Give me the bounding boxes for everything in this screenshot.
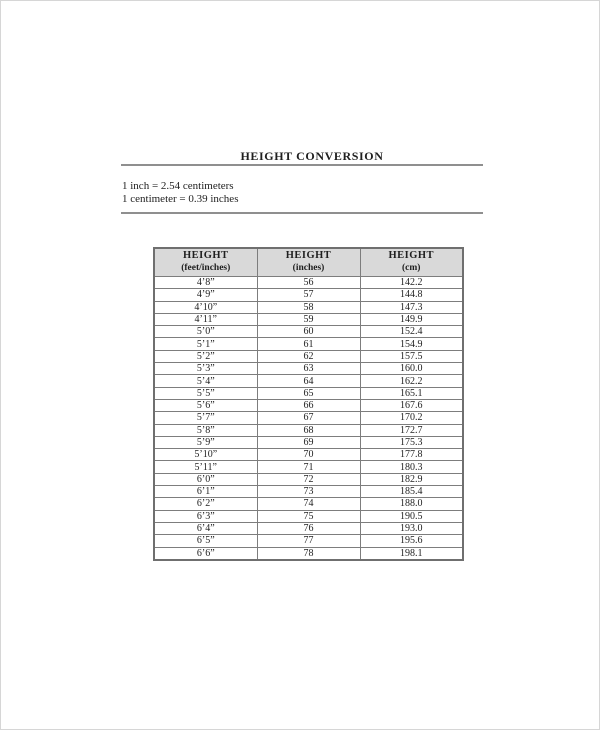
column-header-label: HEIGHT — [285, 250, 332, 261]
cell-inches: 68 — [257, 424, 360, 436]
column-header-sublabel: (feet/inches) — [181, 263, 231, 273]
table-header-row — [154, 248, 463, 277]
cell-feet-inches: 5’1” — [154, 338, 257, 350]
section-divider-rule — [121, 212, 483, 214]
column-header-sublabel: (inches) — [292, 263, 325, 273]
table-row — [154, 399, 463, 411]
table-row — [154, 473, 463, 485]
cell-inches: 66 — [257, 399, 360, 411]
cell-feet-inches: 4’11” — [154, 313, 257, 325]
cell-inches: 73 — [257, 486, 360, 498]
cell-feet-inches: 5’0” — [154, 326, 257, 338]
cell-cm: 182.9 — [360, 473, 463, 485]
title-underline-rule — [121, 164, 483, 166]
table-row — [154, 387, 463, 399]
cell-inches: 57 — [257, 289, 360, 301]
cell-cm: 157.5 — [360, 350, 463, 362]
conversion-note-cm-to-inch: 1 centimeter = 0.39 inches — [122, 193, 239, 205]
cell-inches: 60 — [257, 326, 360, 338]
cell-cm: 152.4 — [360, 326, 463, 338]
column-header-sublabel: (cm) — [402, 263, 421, 273]
cell-inches: 64 — [257, 375, 360, 387]
cell-feet-inches: 6’5” — [154, 535, 257, 547]
table-row — [154, 375, 463, 387]
cell-inches: 71 — [257, 461, 360, 473]
cell-feet-inches: 4’10” — [154, 301, 257, 313]
column-header-inches — [257, 248, 360, 277]
table-row — [154, 277, 463, 289]
cell-inches: 78 — [257, 547, 360, 560]
cell-feet-inches: 5’4” — [154, 375, 257, 387]
cell-inches: 67 — [257, 412, 360, 424]
cell-cm: 149.9 — [360, 313, 463, 325]
table-row — [154, 338, 463, 350]
cell-inches: 62 — [257, 350, 360, 362]
cell-cm: 165.1 — [360, 387, 463, 399]
cell-cm: 175.3 — [360, 436, 463, 448]
cell-cm: 154.9 — [360, 338, 463, 350]
table-row — [154, 313, 463, 325]
cell-cm: 185.4 — [360, 486, 463, 498]
table-row — [154, 535, 463, 547]
cell-cm: 172.7 — [360, 424, 463, 436]
cell-inches: 59 — [257, 313, 360, 325]
cell-inches: 75 — [257, 510, 360, 522]
table-row — [154, 436, 463, 448]
cell-feet-inches: 5’2” — [154, 350, 257, 362]
cell-feet-inches: 5’11” — [154, 461, 257, 473]
cell-feet-inches: 5’10” — [154, 449, 257, 461]
table-row — [154, 449, 463, 461]
cell-feet-inches: 6’0” — [154, 473, 257, 485]
column-header-label: HEIGHT — [182, 250, 229, 261]
cell-cm: 193.0 — [360, 522, 463, 534]
cell-cm: 180.3 — [360, 461, 463, 473]
table-row — [154, 522, 463, 534]
table-row — [154, 486, 463, 498]
cell-cm: 142.2 — [360, 277, 463, 289]
table-row — [154, 301, 463, 313]
cell-feet-inches: 5’5” — [154, 387, 257, 399]
height-conversion-table — [153, 247, 464, 561]
column-header-feet-inches — [154, 248, 257, 277]
cell-feet-inches: 5’3” — [154, 363, 257, 375]
conversion-notes — [122, 180, 238, 206]
table-row — [154, 510, 463, 522]
cell-inches: 56 — [257, 277, 360, 289]
cell-cm: 167.6 — [360, 399, 463, 411]
table-row — [154, 412, 463, 424]
cell-inches: 76 — [257, 522, 360, 534]
cell-cm: 188.0 — [360, 498, 463, 510]
cell-cm: 190.5 — [360, 510, 463, 522]
cell-inches: 58 — [257, 301, 360, 313]
table-row — [154, 547, 463, 560]
cell-inches: 70 — [257, 449, 360, 461]
cell-inches: 61 — [257, 338, 360, 350]
conversion-note-inch-to-cm: 1 inch = 2.54 centimeters — [122, 180, 234, 192]
column-header-cm — [360, 248, 463, 277]
cell-feet-inches: 6’6” — [154, 547, 257, 560]
table-row — [154, 363, 463, 375]
cell-inches: 63 — [257, 363, 360, 375]
page-title: HEIGHT CONVERSION — [240, 149, 384, 163]
cell-cm: 195.6 — [360, 535, 463, 547]
cell-feet-inches: 5’9” — [154, 436, 257, 448]
column-header-label: HEIGHT — [388, 250, 435, 261]
cell-feet-inches: 6’4” — [154, 522, 257, 534]
table-row — [154, 461, 463, 473]
cell-cm: 147.3 — [360, 301, 463, 313]
cell-inches: 65 — [257, 387, 360, 399]
cell-feet-inches: 6’2” — [154, 498, 257, 510]
cell-inches: 72 — [257, 473, 360, 485]
table-row — [154, 350, 463, 362]
conversion-table-body — [154, 277, 463, 560]
cell-feet-inches: 4’9” — [154, 289, 257, 301]
cell-inches: 74 — [257, 498, 360, 510]
cell-inches: 77 — [257, 535, 360, 547]
cell-cm: 144.8 — [360, 289, 463, 301]
cell-inches: 69 — [257, 436, 360, 448]
cell-feet-inches: 5’6” — [154, 399, 257, 411]
table-header — [154, 248, 463, 277]
cell-feet-inches: 5’7” — [154, 412, 257, 424]
cell-feet-inches: 5’8” — [154, 424, 257, 436]
cell-feet-inches: 6’1” — [154, 486, 257, 498]
table-row — [154, 326, 463, 338]
cell-cm: 198.1 — [360, 547, 463, 560]
cell-cm: 160.0 — [360, 363, 463, 375]
cell-cm: 162.2 — [360, 375, 463, 387]
table-row — [154, 498, 463, 510]
cell-feet-inches: 6’3” — [154, 510, 257, 522]
cell-cm: 177.8 — [360, 449, 463, 461]
table-row — [154, 424, 463, 436]
table-row — [154, 289, 463, 301]
cell-feet-inches: 4’8” — [154, 277, 257, 289]
cell-cm: 170.2 — [360, 412, 463, 424]
